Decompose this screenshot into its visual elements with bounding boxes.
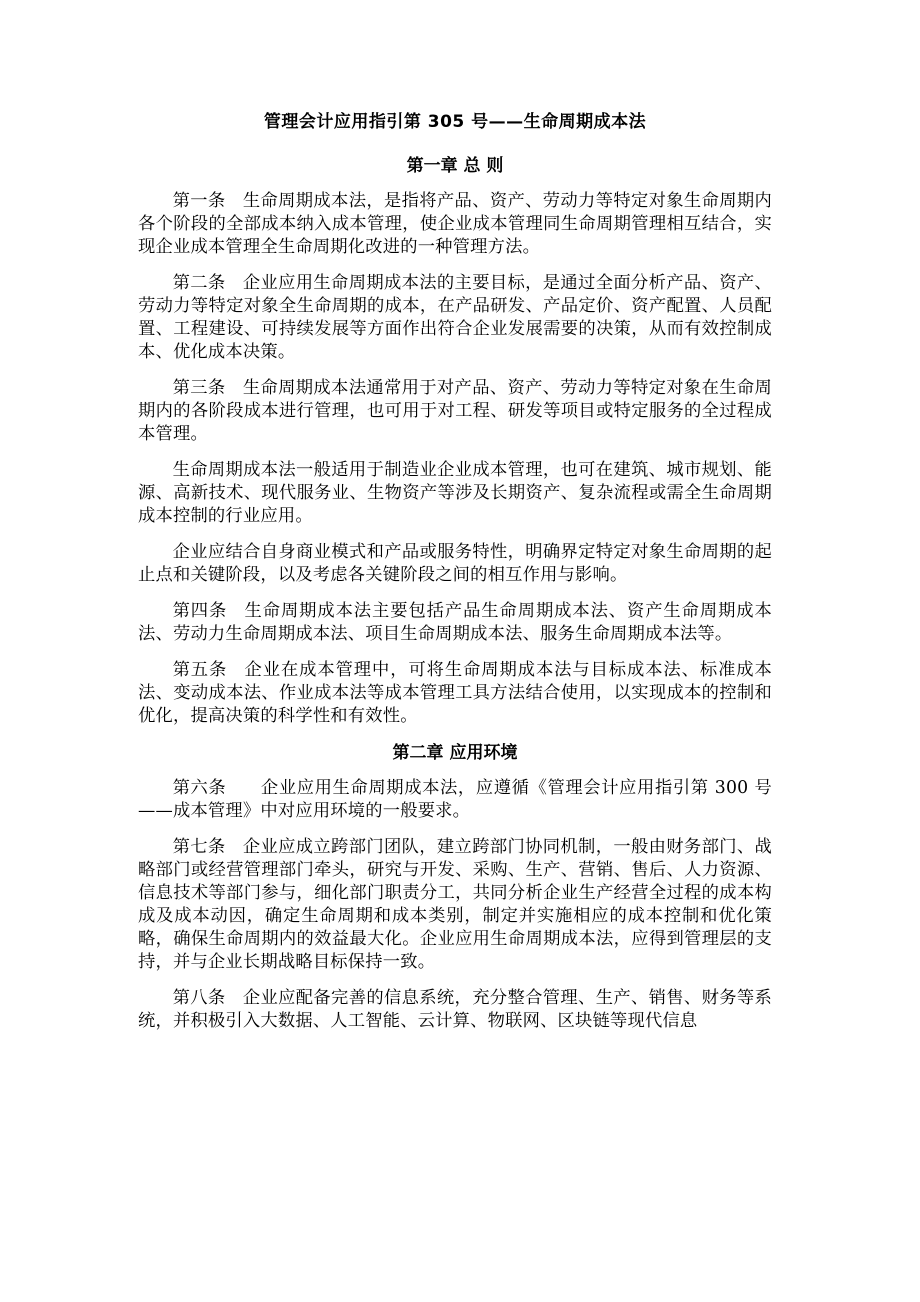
paragraph-text: 生命周期成本法一般适用于制造业企业成本管理，也可在建筑、城市规划、能源、高新技术、现代服务业、生物资产等涉及长期资产、复杂流程或需全生命周期成本控制的行业应用。 [138,460,772,526]
article-text: 生命周期成本法通常用于对产品、资产、劳动力等特定对象在生命周期内的各阶段成本进行管理，也可用于对工程、研发等项目或特定服务的全过程成本管理。 [138,378,772,444]
article-3 [138,377,772,446]
article-number: 第四条 [172,601,228,621]
article-number: 第五条 [172,660,228,680]
document-page [138,110,772,1046]
chapter-2-title: 第二章 应用环境 [392,743,518,763]
article-number: 第八条 [172,988,226,1008]
chapter-1-title: 第一章 总 则 [406,156,504,176]
article-6 [138,777,772,823]
article-3-paragraph-3 [138,541,772,587]
document-title: 管理会计应用指引第 305 号——生命周期成本法 [263,112,647,132]
article-number: 第二条 [172,273,226,293]
article-7 [138,836,772,974]
article-text: 企业在成本管理中，可将生命周期成本法与目标成本法、标准成本法、变动成本法、作业成本法等成本管理工具方法结合使用，以实现成本的控制和优化，提高决策的科学性和有效性。 [138,660,772,726]
article-5 [138,659,772,728]
article-text: 企业应用生命周期成本法，应遵循《管理会计应用指引第 300 号——成本管理》中对应用环境的一般要求。 [138,778,772,821]
article-text: 企业应配备完善的信息系统，充分整合管理、生产、销售、财务等系统，并积极引入大数据、人工智能、云计算、物联网、区块链等现代信息 [138,988,772,1031]
article-3-paragraph-2 [138,459,772,528]
article-number: 第七条 [172,837,226,857]
article-8 [138,987,772,1033]
article-text: 生命周期成本法，是指将产品、资产、劳动力等特定对象生命周期内各个阶段的全部成本纳入成本管理，使企业成本管理同生命周期管理相互结合，实现企业成本管理全生命周期化改进的一种管理方法。 [138,191,772,257]
article-number: 第六条 [172,778,227,798]
article-text: 生命周期成本法主要包括产品生命周期成本法、资产生命周期成本法、劳动力生命周期成本法、项目生命周期成本法、服务生命周期成本法等。 [138,601,772,644]
article-1 [138,190,772,259]
article-text: 企业应用生命周期成本法的主要目标，是通过全面分析产品、资产、劳动力等特定对象全生命周期的成本，在产品研发、产品定价、资产配置、人员配置、工程建设、可持续发展等方面作出符合企业发展需要的决策，从而有效控制成本、优化成本决策。 [138,273,772,362]
article-2 [138,272,772,364]
article-number: 第一条 [172,191,226,211]
article-number: 第三条 [172,378,226,398]
article-text: 企业应成立跨部门团队，建立跨部门协同机制，一般由财务部门、战略部门或经营管理部门牵头，研究与开发、采购、生产、营销、售后、人力资源、信息技术等部门参与，细化部门职责分工，共同分析企业生产经营全过程的成本构成及成本动因，确定生命周期和成本类别，制定并实施相应的成本控制和优化策略，确保生命周期内的效益最大化。企业应用生命周期成本法，应得到管理层的支持，并与企业长期战略目标保持一致。 [138,837,772,972]
paragraph-text: 企业应结合自身商业模式和产品或服务特性，明确界定特定对象生命周期的起止点和关键阶段，以及考虑各关键阶段之间的相互作用与影响。 [138,542,772,585]
article-4 [138,600,772,646]
